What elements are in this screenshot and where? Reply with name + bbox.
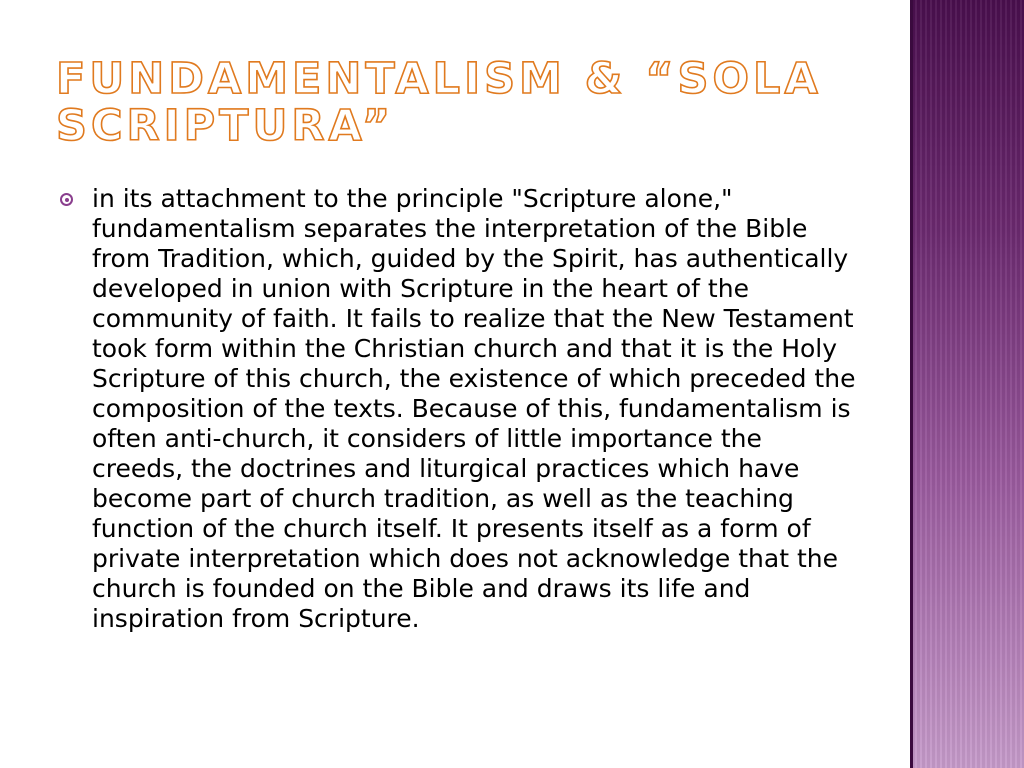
- circle-bullet-icon: [60, 193, 73, 206]
- slide-title: FUNDAMENTALISM & “SOLA SCRIPTURA”: [56, 54, 822, 151]
- side-bar-edge: [910, 0, 913, 768]
- bullet-item: [60, 184, 860, 634]
- bullet-text: in its attachment to the principle "Scripture alone," fundamentalism separates the interpretation of the Bible from Tradition, which, guided by the Spirit, has authentically developed in union with Scripture in the heart of the community of faith. It fails to realize that the New Testament took form within the Christian church and that it is the Holy Scripture of this church, the existence of which preceded the composition of the texts. Because of this, fundamentalism is often anti-church, it considers of little importance the creeds, the doctrines and liturgical practices which have become part of church tradition, as well as the teaching function of the church itself. It presents itself as a form of private interpretation which does not acknowledge that the church is founded on the Bible and draws its life and inspiration from Scripture.: [92, 184, 856, 633]
- decorative-side-bar: [910, 0, 1024, 768]
- bullet-list: [60, 184, 860, 634]
